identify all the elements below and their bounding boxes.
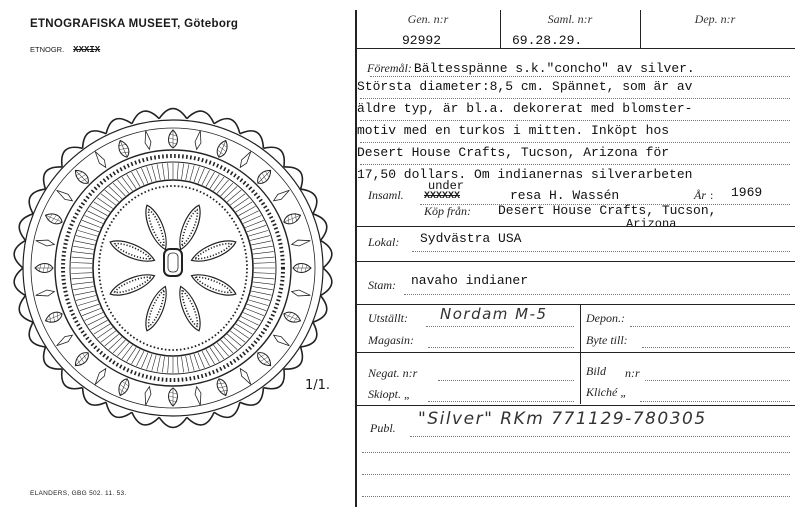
foremal-line-5: Desert House Crafts, Tucson, Arizona för bbox=[357, 145, 670, 160]
year-label: År bbox=[694, 188, 706, 202]
rule bbox=[645, 380, 790, 381]
utstallt-value: Nordam M-5 bbox=[440, 305, 548, 323]
bild-suffix: n:r bbox=[625, 366, 640, 380]
etnogr-struck-number: XXXIX bbox=[73, 45, 101, 55]
foremal-line-4: motiv med en turkos i mitten. Inköpt hos bbox=[357, 123, 670, 138]
printer-mark: ELANDERS, GBG 502. 11. 53. bbox=[30, 490, 127, 497]
depon-label: Depon.: bbox=[586, 311, 625, 325]
saml-nr-value: 69.28.29. bbox=[512, 33, 583, 48]
split-divider-1 bbox=[580, 304, 581, 352]
rule bbox=[640, 401, 790, 402]
rule bbox=[360, 98, 790, 99]
rule bbox=[362, 474, 790, 475]
year-separator: : bbox=[710, 188, 714, 202]
foremal-line-1: Bältesspänne s.k."concho" av silver. bbox=[413, 61, 695, 76]
section-rule-5 bbox=[355, 405, 795, 406]
utstallt-label: Utställt: bbox=[368, 311, 409, 325]
rule bbox=[370, 76, 790, 77]
klische-label: Kliché „ bbox=[586, 385, 627, 399]
lokal-label: Lokal: bbox=[368, 235, 400, 249]
rule bbox=[428, 347, 574, 348]
foremal-line-2: Största diameter:8,5 cm. Spännet, som är av bbox=[357, 79, 693, 94]
rule bbox=[404, 294, 790, 295]
gen-nr-label: Gen. n:r bbox=[407, 12, 449, 26]
rule bbox=[360, 142, 790, 143]
rule bbox=[642, 347, 790, 348]
rule bbox=[630, 326, 790, 327]
rule bbox=[426, 326, 574, 327]
concho-drawing bbox=[0, 0, 345, 517]
foremal-line-3: äldre typ, är bl.a. dekorerat med blomster- bbox=[357, 101, 693, 116]
scale-mark: 1/1. bbox=[305, 378, 331, 393]
rule bbox=[412, 251, 790, 252]
kop-value-2: Arizona bbox=[626, 217, 677, 231]
negat-label: Negat. n:r bbox=[368, 366, 418, 380]
kop-label: Köp från: bbox=[424, 204, 472, 218]
kop-value: Desert House Crafts, Tucson, bbox=[498, 203, 717, 218]
dep-nr-label: Dep. n:r bbox=[694, 12, 736, 26]
rule bbox=[362, 452, 790, 453]
etnogr-label: ETNOGR. bbox=[30, 45, 65, 54]
rule bbox=[410, 436, 790, 437]
year-value: 1969 bbox=[731, 185, 763, 200]
magasin-label: Magasin: bbox=[368, 333, 414, 347]
insaml-value: resa H. Wassén bbox=[510, 188, 620, 203]
publ-value: "Silver" RKm 771129-780305 bbox=[418, 409, 707, 429]
museum-name: ETNOGRAFISKA MUSEET, Göteborg bbox=[30, 18, 239, 30]
byte-label: Byte till: bbox=[586, 333, 628, 347]
foremal-label: Föremål: bbox=[367, 61, 412, 75]
rule bbox=[360, 120, 790, 121]
section-rule-3 bbox=[355, 304, 795, 305]
gen-nr-value: 92992 bbox=[402, 33, 442, 48]
bild-label: Bild bbox=[586, 364, 606, 378]
lokal-value: Sydvästra USA bbox=[420, 231, 522, 246]
section-rule-1 bbox=[355, 226, 795, 227]
rule bbox=[428, 401, 574, 402]
section-rule-4 bbox=[355, 352, 795, 353]
rule bbox=[360, 164, 790, 165]
header-bottom-rule bbox=[355, 48, 795, 49]
insaml-label: Insaml. bbox=[368, 188, 404, 202]
section-rule-2 bbox=[355, 261, 795, 262]
split-divider-2 bbox=[580, 352, 581, 404]
skiopt-label: Skiopt. „ bbox=[368, 387, 411, 401]
stam-value: navaho indianer bbox=[411, 273, 529, 288]
saml-nr-label: Saml. n:r bbox=[547, 12, 593, 26]
stam-label: Stam: bbox=[368, 278, 396, 292]
rule bbox=[438, 380, 574, 381]
publ-label: Publ. bbox=[370, 421, 396, 435]
foremal-line-6: 17,50 dollars. Om indianernas silverarbeten bbox=[357, 167, 693, 182]
insaml-insert: under bbox=[428, 179, 465, 193]
insaml-struck: XXXXXX bbox=[424, 191, 461, 202]
rule bbox=[362, 496, 790, 497]
